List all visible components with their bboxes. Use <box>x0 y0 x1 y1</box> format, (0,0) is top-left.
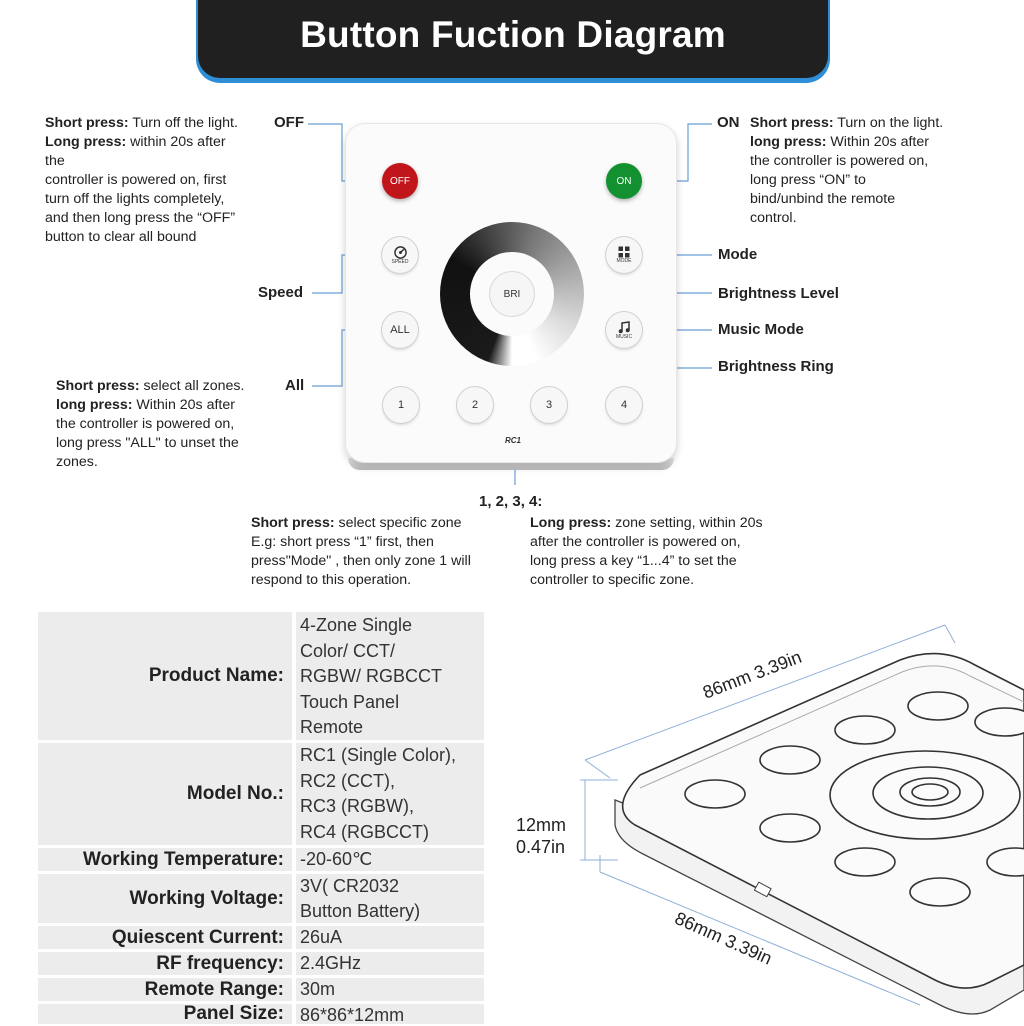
zone-3-label: 3 <box>545 399 553 411</box>
spec-value-line: 4-Zone Single <box>300 615 413 635</box>
all-long-press-text: zones. <box>56 454 98 470</box>
spec-label: Model No.: <box>38 743 292 845</box>
on-short-press-label: Short press: <box>750 115 834 131</box>
panel-button-outline <box>910 878 970 906</box>
zone-long-press-text: controller to specific zone. <box>530 572 695 588</box>
on-long-press-text: long press “ON” to <box>750 172 866 188</box>
spec-value <box>296 612 484 740</box>
zone-long-press-text: long press a key “1...4” to set the <box>530 553 737 569</box>
off-long-press-text: within 20s after <box>126 134 226 150</box>
on-long-press-text: Within 20s after <box>826 134 929 150</box>
panel-button-outline <box>760 746 820 774</box>
mode-grid-icon <box>618 246 630 258</box>
spec-value-line: RC2 (CCT), <box>300 770 395 791</box>
brightness-ring-label: Brightness Ring <box>718 358 834 375</box>
all-short-press-label: Short press: <box>56 378 140 394</box>
zone-long-press-text: zone setting, within 20s <box>611 515 763 531</box>
off-label: OFF <box>274 114 304 131</box>
on-short-press-text: Turn on the light. <box>833 115 944 131</box>
panel-button-outline <box>835 716 895 744</box>
zone-short-press-text: select specific zone <box>334 515 462 531</box>
off-long-press-text: button to clear all bound <box>45 229 197 245</box>
spec-value-line: Touch Panel <box>300 691 400 712</box>
all-long-press-text: Within 20s after <box>132 397 235 413</box>
on-label: ON <box>717 114 740 131</box>
spec-value-line: RC4 (RGBCCT) <box>300 821 429 842</box>
zone-short-press-text: press"Mode" , then only zone 1 will <box>251 553 471 569</box>
spec-table <box>38 612 484 1024</box>
spec-value-line: RC3 (RGBW), <box>300 796 414 816</box>
all-label: All <box>285 377 305 394</box>
brightness-level-label: Brightness Level <box>718 285 839 302</box>
spec-value: 30m <box>296 978 484 1001</box>
off-long-press-text: and then long press the “OFF” <box>45 210 236 226</box>
zone-short-press-text: E.g: short press “1” first, then <box>251 534 434 550</box>
brightness-button-label: BRI <box>503 288 521 300</box>
speed-button-label: SPEED <box>391 258 409 265</box>
spec-value-line: Button Battery) <box>300 900 421 921</box>
zone-3-button[interactable] <box>531 387 567 423</box>
zone-long-press-text: after the controller is powered on, <box>530 534 741 550</box>
music-button-label: MUSIC <box>615 333 633 340</box>
panel-button-outline <box>685 780 745 808</box>
on-long-press-label: long press: <box>750 134 827 150</box>
off-long-press-text: the <box>45 153 65 169</box>
zone-long-description <box>530 514 810 590</box>
speed-label: Speed <box>258 284 304 301</box>
zones-label: 1, 2, 3, 4: <box>479 493 543 510</box>
model-tag: RC1 <box>478 436 548 445</box>
all-description <box>56 377 286 472</box>
brightness-button-center <box>912 784 948 800</box>
spec-label: Product Name: <box>38 612 292 740</box>
music-button[interactable] <box>606 312 642 348</box>
zone-long-press-label: Long press: <box>530 515 612 531</box>
spec-label: Working Temperature: <box>38 848 292 871</box>
bottom-width-label: 86mm 3.39in <box>671 908 776 969</box>
spec-value-line: 3V( CR2032 <box>300 876 400 896</box>
spec-label: RF frequency: <box>38 952 292 975</box>
off-short-press-label: Short press: <box>45 115 129 131</box>
zone-1-label: 1 <box>397 399 405 411</box>
zone-short-description <box>251 514 526 590</box>
zone-2-label: 2 <box>471 399 479 411</box>
panel-button-outline <box>835 848 895 876</box>
spec-value: -20-60℃ <box>296 848 484 871</box>
panel-button-outline <box>760 814 820 842</box>
zone-4-button[interactable] <box>606 387 642 423</box>
spec-label: Quiescent Current: <box>38 926 292 949</box>
all-button-label: ALL <box>390 324 410 336</box>
off-button-label: OFF <box>390 175 410 187</box>
on-long-press-text: control. <box>750 210 797 226</box>
all-button[interactable] <box>382 312 418 348</box>
height-mm-label: 12mm <box>516 815 567 835</box>
spec-value <box>296 743 484 845</box>
top-width-label: 86mm 3.39in <box>700 646 805 703</box>
panel-button-outline <box>975 708 1024 736</box>
off-long-press-label: Long press: <box>45 134 127 150</box>
on-button[interactable] <box>606 163 642 199</box>
zone-4-label: 4 <box>620 399 628 411</box>
spec-value <box>296 874 484 923</box>
zone-1-button[interactable] <box>383 387 419 423</box>
spec-value-line: Remote <box>300 717 364 737</box>
spec-value-line: RC1 (Single Color), <box>300 745 457 765</box>
on-long-press-text: bind/unbind the remote <box>750 191 896 207</box>
off-long-press-text: controller is powered on, first <box>45 172 227 188</box>
off-button[interactable] <box>382 163 418 199</box>
off-short-press-text: Turn off the light. <box>128 115 238 131</box>
all-long-press-text: the controller is powered on, <box>56 416 235 432</box>
all-short-press-text: select all zones. <box>139 378 245 394</box>
zone-2-button[interactable] <box>457 387 493 423</box>
mode-button-label: MODE <box>616 258 632 264</box>
zone-short-press-text: respond to this operation. <box>251 572 412 588</box>
speed-button[interactable] <box>382 237 418 273</box>
mode-label: Mode <box>718 246 758 263</box>
music-mode-label: Music Mode <box>718 321 804 338</box>
spec-value-line: RGBW/ RGBCCT <box>300 666 442 686</box>
height-in-label: 0.47in <box>516 837 566 857</box>
spec-label: Panel Size: <box>38 1004 292 1024</box>
on-button-label: ON <box>616 175 632 187</box>
page-title: Button Fuction Diagram <box>300 14 726 55</box>
speed-icon <box>394 246 407 259</box>
brightness-button[interactable] <box>490 272 534 316</box>
mode-button[interactable] <box>606 237 642 273</box>
all-long-press-text: long press "ALL" to unset the <box>56 435 239 451</box>
spec-value: 86*86*12mm <box>296 1004 484 1024</box>
spec-label: Remote Range: <box>38 978 292 1001</box>
off-description <box>45 114 285 247</box>
spec-label: Working Voltage: <box>38 874 292 923</box>
on-description <box>750 114 990 228</box>
spec-value: 2.4GHz <box>296 952 484 975</box>
music-note-icon <box>618 321 630 334</box>
spec-value-line: Color/ CCT/ <box>300 640 396 661</box>
off-long-press-text: turn off the lights completely, <box>45 191 225 207</box>
on-long-press-text: the controller is powered on, <box>750 153 929 169</box>
all-long-press-label: long press: <box>56 397 133 413</box>
spec-value: 26uA <box>296 926 484 949</box>
panel-button-outline <box>908 692 968 720</box>
zone-short-press-label: Short press: <box>251 515 335 531</box>
